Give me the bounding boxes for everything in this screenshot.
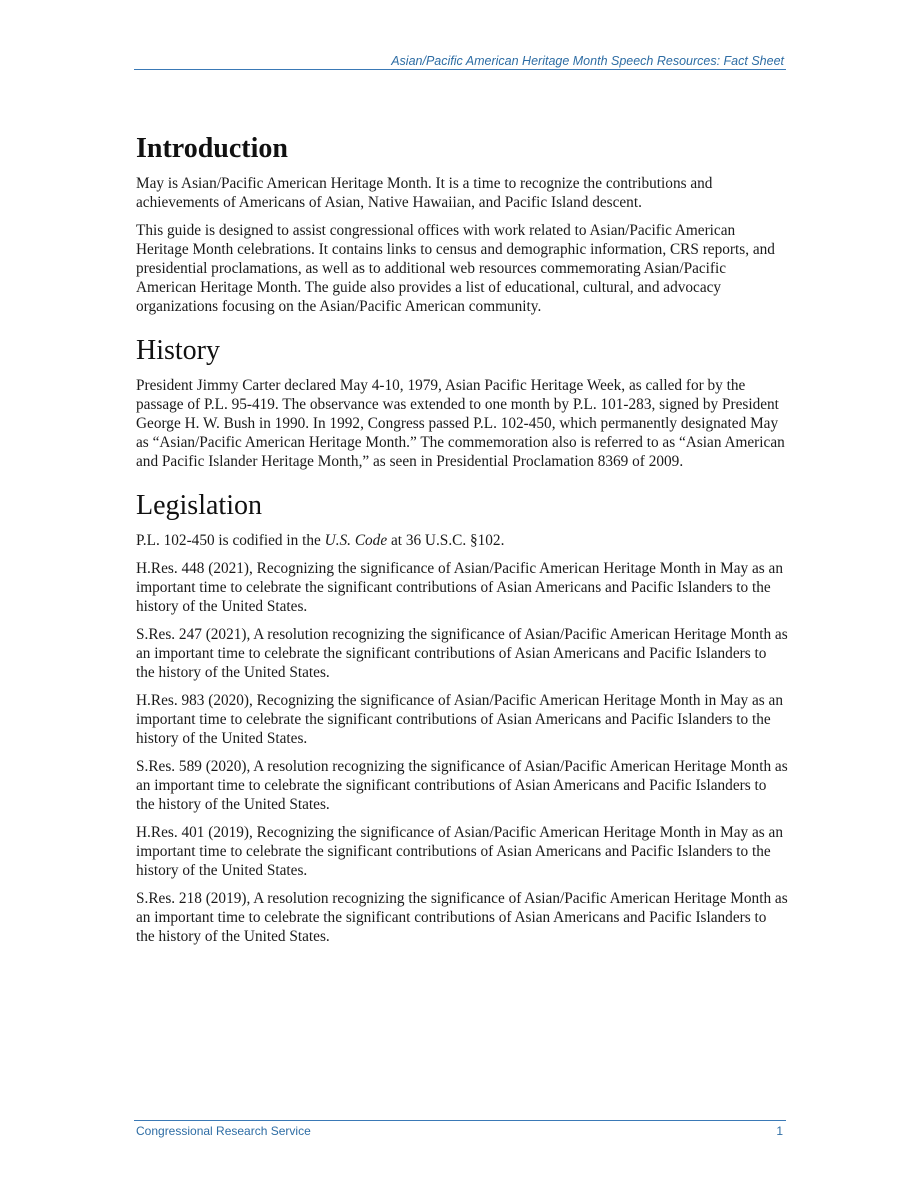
page-footer <box>134 1120 786 1143</box>
introduction-heading: Introduction <box>136 133 288 164</box>
codification-paragraph <box>136 531 788 550</box>
document-body <box>136 132 788 955</box>
legislation-section <box>136 489 788 946</box>
page-number: 1 <box>776 1124 783 1138</box>
history-heading: History <box>136 335 220 366</box>
legislation-item: S.Res. 218 (2019), A resolution recognizing the significance of Asian/Pacific American Heritage Month as an important time to celebrate the significant contributions of Asian Americans and Pacific Islanders to the history of the United States. <box>136 890 788 945</box>
legislation-item: H.Res. 401 (2019), Recognizing the significance of Asian/Pacific American Heritage Month in May as an important time to celebrate the significant contributions of Asian Americans and Pacific Islanders to the history of the United States. <box>136 824 783 879</box>
introduction-section <box>136 132 788 316</box>
codification-text-after: at 36 U.S.C. §102. <box>387 532 505 549</box>
legislation-heading: Legislation <box>136 490 262 521</box>
codification-text-before: P.L. 102-450 is codified in the <box>136 532 325 549</box>
legislation-item: S.Res. 247 (2021), A resolution recognizing the significance of Asian/Pacific American Heritage Month as an important time to celebrate the significant contributions of Asian Americans and Pacific Islanders to the history of the United States. <box>136 626 788 681</box>
footer-source: Congressional Research Service <box>136 1124 311 1138</box>
history-section <box>136 334 788 471</box>
legislation-item: H.Res. 983 (2020), Recognizing the significance of Asian/Pacific American Heritage Month in May as an important time to celebrate the significant contributions of Asian Americans and Pacific Islanders to the history of the United States. <box>136 692 783 747</box>
introduction-paragraph: This guide is designed to assist congressional offices with work related to Asian/Pacific American Heritage Month celebrations. It contains links to census and demographic information, CRS reports, and presidential proclamations, as well as to additional web resources commemorating Asian/Pacific American Heritage Month. The guide also provides a list of educational, cultural, and advocacy organizations focusing on the Asian/Pacific American community. <box>136 222 775 315</box>
legislation-item: H.Res. 448 (2021), Recognizing the significance of Asian/Pacific American Heritage Month in May as an important time to celebrate the significant contributions of Asian Americans and Pacific Islanders to the history of the United States. <box>136 560 783 615</box>
introduction-paragraph: May is Asian/Pacific American Heritage Month. It is a time to recognize the contributions and achievements of Americans of Asian, Native Hawaiian, and Pacific Island descent. <box>136 175 713 211</box>
running-header-title: Asian/Pacific American Heritage Month Speech Resources: Fact Sheet <box>391 54 784 68</box>
history-paragraph: President Jimmy Carter declared May 4-10, 1979, Asian Pacific Heritage Week, as called for by the passage of P.L. 95-419. The observance was extended to one month by P.L. 101-283, signed by President George H. W. Bush in 1990. In 1992, Congress passed P.L. 102-450, which permanently designated May as “Asian/Pacific American Heritage Month.” The commemoration also is referred to as “Asian American and Pacific Islander Heritage Month,” as seen in Presidential Proclamation 8369 of 2009. <box>136 377 785 470</box>
us-code-title: U.S. Code <box>324 532 388 549</box>
legislation-item: S.Res. 589 (2020), A resolution recognizing the significance of Asian/Pacific American Heritage Month as an important time to celebrate the significant contributions of Asian Americans and Pacific Islanders to the history of the United States. <box>136 758 788 813</box>
page-header <box>134 52 786 70</box>
